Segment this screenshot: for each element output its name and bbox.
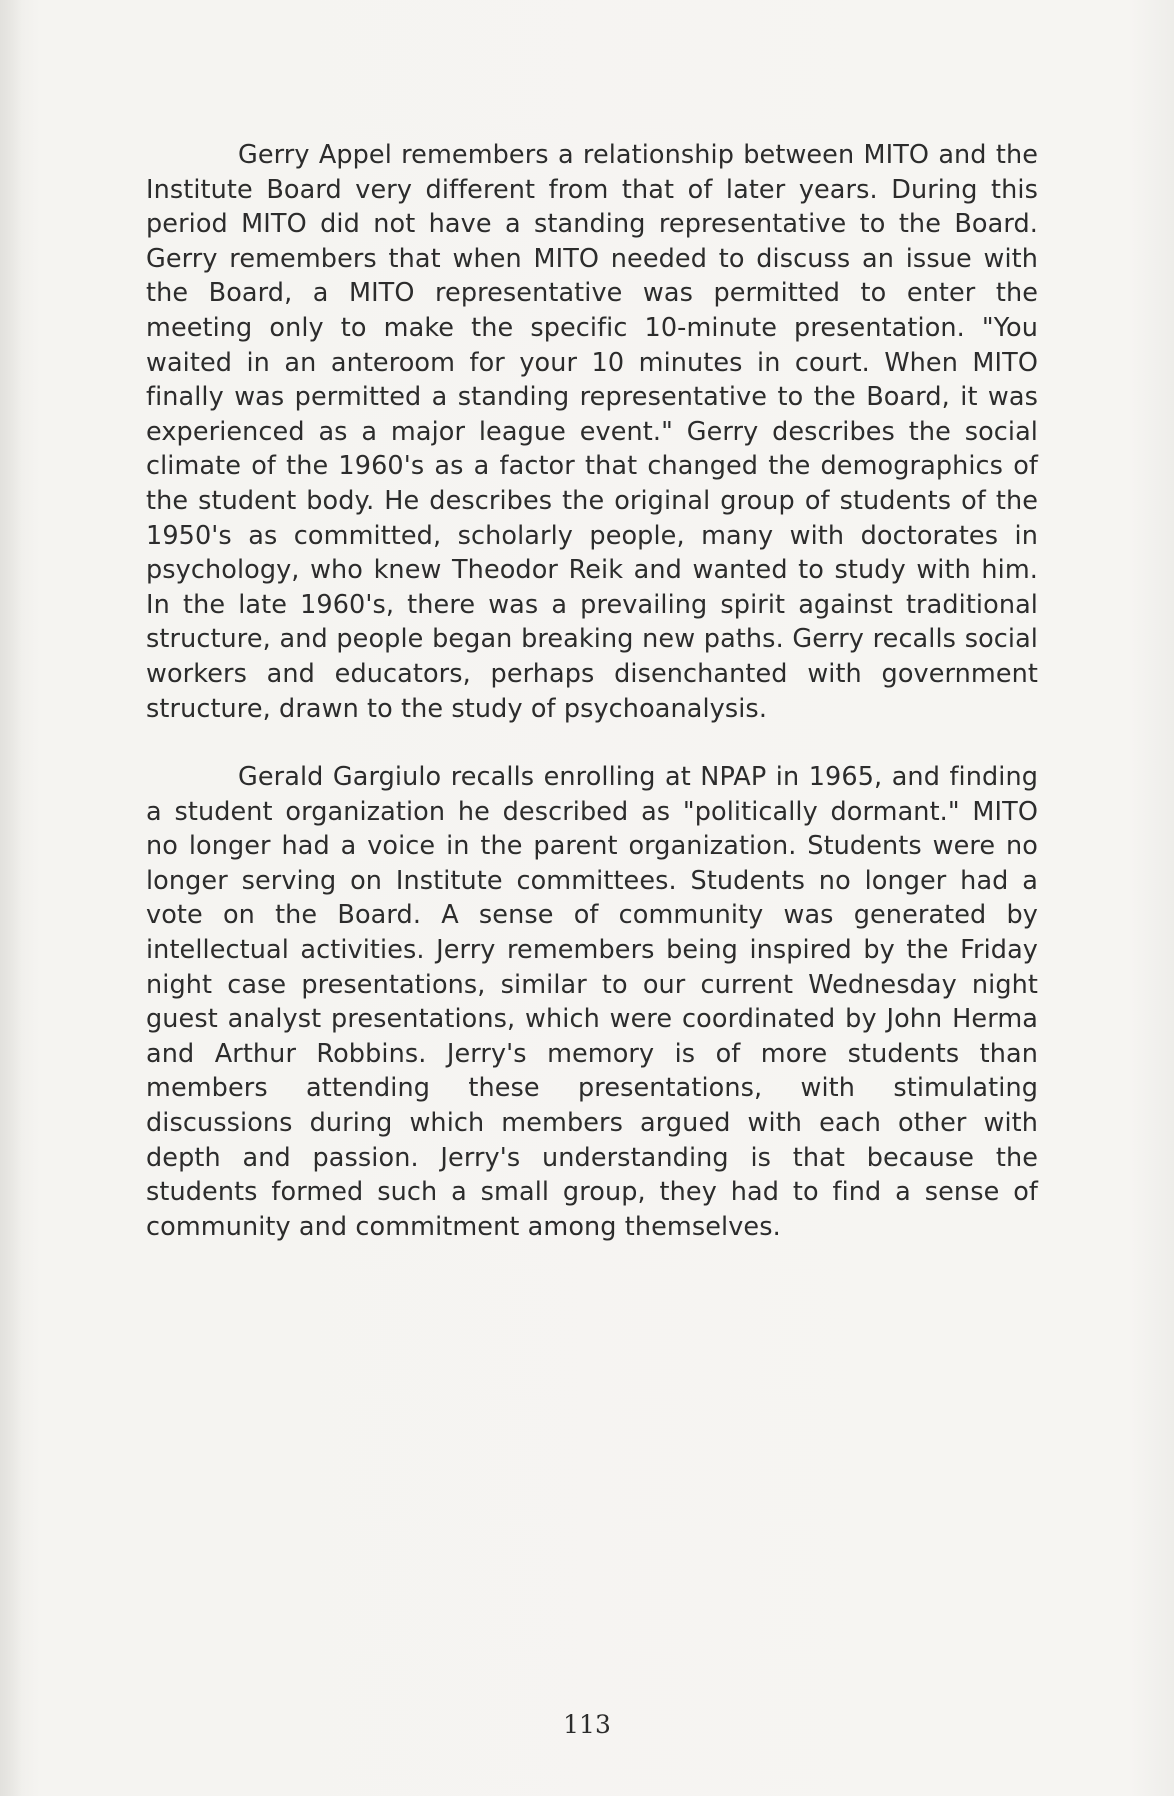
- body-text: [146, 138, 1038, 1244]
- paragraph-gerry-appel: Gerry Appel remembers a relationship between MITO and the Institute Board very different from that of later years. During this period MITO did not have a standing representative to the Board. Gerry remembers that when MITO needed to discuss an issue with the Board, a MITO representative was permitted to enter the meeting only to make the specific 10-minute presentation. "You waited in an anteroom for your 10 minutes in court. When MITO finally was permitted a standing representative to the Board, it was experienced as a major league event." Gerry describes the social climate of the 1960's as a factor that changed the demographics of the student body. He describes the original group of students of the 1950's as committed, scholarly people, many with doctorates in psychology, who knew Theodor Reik and wanted to study with him. In the late 1960's, there was a prevailing spirit against traditional structure, and people began breaking new paths. Gerry recalls social workers and educators, perhaps disenchanted with government structure, drawn to the study of psychoanalysis.: [146, 140, 1038, 724]
- paragraph-gerald-gargiulo: Gerald Gargiulo recalls enrolling at NPAP in 1965, and finding a student organization he described as "politically dormant." MITO no longer had a voice in the parent organization. Students were no longer serving on Institute committees. Students no longer had a vote on the Board. A sense of community was generated by intellectual activities. Jerry remembers being inspired by the Friday night case presentations, similar to our current Wednesday night guest analyst presentations, which were coordinated by John Herma and Arthur Robbins. Jerry's memory is of more students than members attending these presentations, with stimulating discussions during which members argued with each other with depth and passion. Jerry's understanding is that because the students formed such a small group, they had to find a sense of community and commitment among themselves.: [146, 762, 1038, 1242]
- page-binding-shadow: [0, 0, 22, 1796]
- page-number: 113: [563, 1710, 611, 1739]
